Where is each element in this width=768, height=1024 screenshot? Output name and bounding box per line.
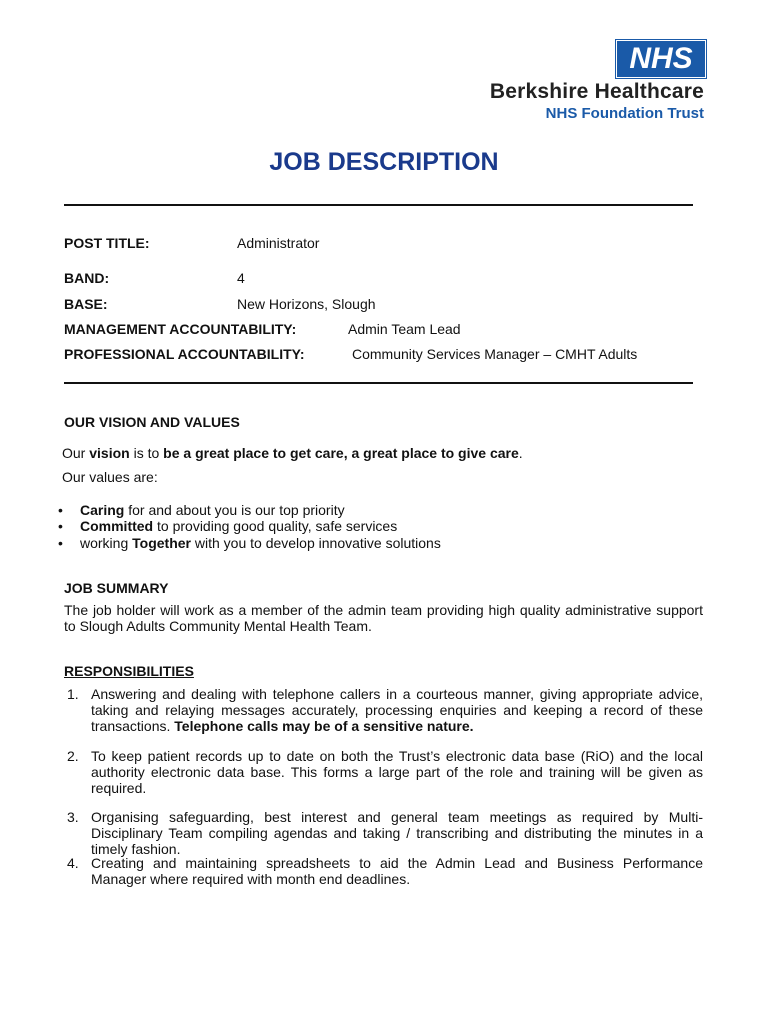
item-number: 1. bbox=[67, 686, 79, 702]
bullet-dot: • bbox=[58, 535, 63, 551]
values-intro: Our values are: bbox=[62, 469, 158, 485]
band-label: BAND: bbox=[64, 270, 110, 286]
nhs-logo: NHS bbox=[616, 40, 706, 78]
bullet-dot: • bbox=[58, 502, 63, 518]
responsibility-item: Organising safeguarding, best interest and general team meetings as required by Multi-Disciplinary Team compiling agendas and taking / transcribing and distributing the minutes in a timely fashion. bbox=[91, 809, 703, 857]
item-number: 4. bbox=[67, 855, 79, 871]
page-title: JOB DESCRIPTION bbox=[269, 148, 499, 176]
base-label: BASE: bbox=[64, 296, 108, 312]
professional-label: PROFESSIONAL ACCOUNTABILITY: bbox=[64, 346, 305, 362]
bullet-dot: • bbox=[58, 518, 63, 534]
responsibilities-heading: RESPONSIBILITIES bbox=[64, 663, 194, 679]
divider-bottom bbox=[64, 382, 693, 384]
band-value: 4 bbox=[237, 270, 245, 286]
summary-heading: JOB SUMMARY bbox=[64, 580, 169, 596]
vision-heading: OUR VISION AND VALUES bbox=[64, 414, 240, 430]
vision-statement: Our vision is to be a great place to get care, a great place to give care. bbox=[62, 445, 523, 461]
org-name: Berkshire Healthcare bbox=[489, 80, 704, 103]
org-subtitle: NHS Foundation Trust bbox=[545, 105, 704, 122]
management-label: MANAGEMENT ACCOUNTABILITY: bbox=[64, 321, 297, 337]
value-item: Caring for and about you is our top priority bbox=[80, 502, 345, 518]
item-number: 2. bbox=[67, 748, 79, 764]
professional-value: Community Services Manager – CMHT Adults bbox=[352, 346, 638, 362]
value-item: Committed to providing good quality, safe services bbox=[80, 518, 398, 534]
management-value: Admin Team Lead bbox=[348, 321, 461, 337]
post-title-value: Administrator bbox=[237, 235, 320, 251]
base-value: New Horizons, Slough bbox=[237, 296, 376, 312]
responsibility-item: Answering and dealing with telephone callers in a courteous manner, giving appropriate advice, taking and relaying messages accurately, processing enquiries and keeping a record of these transactions. Telephone calls may be of a sensitive nature. bbox=[91, 686, 703, 734]
value-item: working Together with you to develop innovative solutions bbox=[80, 535, 441, 551]
item-number: 3. bbox=[67, 809, 79, 825]
summary-text: The job holder will work as a member of the admin team providing high quality administrative support to Slough Adults Community Mental Health Team. bbox=[64, 602, 703, 634]
post-title-label: POST TITLE: bbox=[64, 235, 150, 251]
responsibility-item: To keep patient records up to date on both the Trust’s electronic data base (RiO) and the local authority electronic data base. This forms a large part of the role and training will be given as required. bbox=[91, 748, 703, 796]
divider-top bbox=[64, 204, 693, 206]
responsibility-item: Creating and maintaining spreadsheets to aid the Admin Lead and Business Performance Manager where required with month end deadlines. bbox=[91, 855, 703, 887]
